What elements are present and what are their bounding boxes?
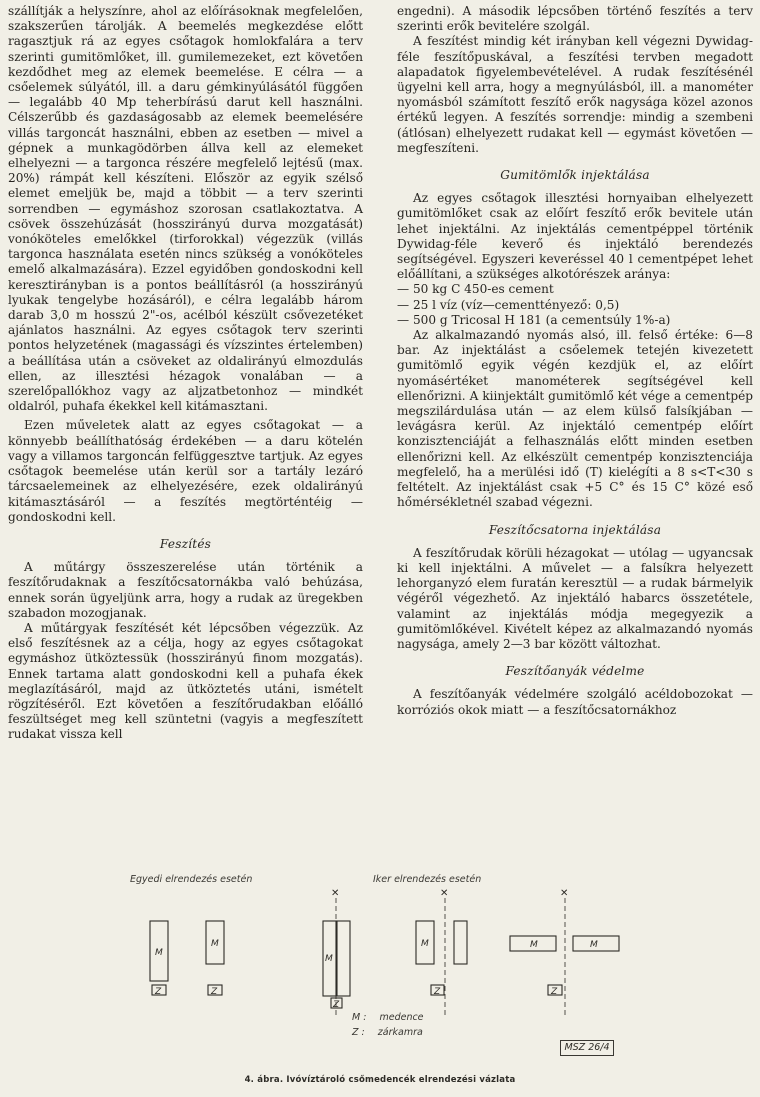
chamber-label: Z	[434, 987, 441, 997]
paragraph: Ezen műveletek alatt az egyes csőtagokat — a könnyebb beállíthatóság érdekében — a daru kötelén vagy a villamos targoncán felfüggesztve tartjuk. Az egyes csőtagok beemelése után kerül sor a tartály lezáró tárcsaelemeinek az elhelyezésére, ezek oldalirányú kitámasztásáról — a feszítés megtörténtéig — gondoskodni kell.	[8, 418, 363, 524]
section-heading-feszites: Feszítés	[159, 536, 212, 551]
ingredient-list	[397, 282, 753, 328]
paragraph: A feszítőanyák védelmére szolgáló acéldobozokat — korróziós okok miatt — a feszítőcsatornákhoz	[397, 687, 753, 717]
section-heading-feszitoanyak: Feszítőanyák védelme	[505, 664, 645, 679]
paragraph: A feszítést mindig két irányban kell végezni Dywidag-féle feszítőpuskával, a feszítési tervben megadott alapadatok figyelembevételével. A rudak feszítésénél ügyelni kell arra, hogy a megnyúlásból, ill. a manométer nyomásból számított feszítő erők nagysága közel azonos értékű legyen. A feszítés sorrendje: mindig a szembeni (átlósan) elhelyezett rudakat kell — egymást követően — megfeszíteni.	[397, 34, 753, 155]
paragraph: Az egyes csőtagok illesztési hornyaiban elhelyezett gumitömlőket csak az előírt feszítő erők bevitele után lehet injektálni. Az injektálás cementpéppel történik Dywidag-féle keverő és injektáló berendezés segítségével. Egyszeri keveréssel 40 l cementpépet lehet előállítani, a szükséges alkotórészek aránya:	[397, 191, 753, 282]
legend-text: zárkamra	[377, 1027, 423, 1038]
chamber-label: Z	[333, 1000, 340, 1010]
paragraph: engedni). A második lépcsőben történő feszítés a terv szerinti erők bevitelére szolgál.	[397, 4, 753, 34]
list-item: — 500 g Tricosal H 181 (a cementsúly 1%-a)	[397, 312, 671, 327]
legend-sep: :	[363, 1012, 367, 1023]
legend-key: M	[352, 1012, 361, 1023]
chamber-label: Z	[211, 987, 218, 997]
basin-label: M	[155, 948, 163, 958]
basin-rect	[337, 921, 350, 996]
basin-rect	[454, 921, 467, 964]
legend-row-z	[352, 1027, 423, 1038]
figure-label-twin: Iker elrendezés esetén	[373, 874, 482, 885]
left-column	[8, 4, 363, 743]
right-column	[397, 4, 753, 718]
figure	[0, 866, 760, 1097]
basin-label: M	[211, 939, 219, 949]
list-item: — 25 l víz (víz—cementtényező: 0,5)	[397, 297, 620, 312]
legend-sep: :	[361, 1027, 365, 1038]
legend-text: medence	[379, 1012, 424, 1023]
legend-key: Z	[352, 1027, 359, 1038]
section-heading-feszitocsatorna: Feszítőcsatorna injektálása	[488, 522, 662, 537]
arrangement-diagram	[0, 866, 760, 1026]
paragraph: A műtárgyak feszítését két lépcsőben végezzük. Az első feszítésnek az a célja, hogy az egyes csőtagokat egymáshoz ütköztessük (hosszirányú finom mozgatás). Ennek tartama alatt gondoskodni kell a puhafa ékek meglazításáról, majd az ütköztetés utáni, ismételt rögzítéséről. Ezt követően a feszítőrudakban előálló feszültséget meg kell szüntetni (vagyis a megfeszített rudakat vissza kell	[8, 620, 363, 742]
paragraph: A feszítőrudak körüli hézagokat — utólag — ugyancsak ki kell injektálni. A művelet — a falsíkra helyezett lehorganyzó elem furatán keresztül — a rudak bármelyik végéről végezhető. Az injektáló habarcs összetétele, valamint az injektálás módja megegyezik a gumitömlőkével. Kivételt képez az alkalmazandó nyomás nagysága, amely 2—3 bar között változhat.	[397, 545, 753, 651]
paragraph: A műtárgy összeszerelése után történik a feszítőrudaknak a feszítőcsatornákba való behúzása, ennek során ügyeljünk arra, hogy a rudak az üregekben szabadon mozogjanak.	[8, 560, 363, 620]
basin-label: M	[590, 940, 598, 950]
axis-mark: ✕	[560, 888, 569, 899]
chamber-label: Z	[551, 987, 558, 997]
axis-mark: ✕	[440, 888, 449, 899]
figure-label-single: Egyedi elrendezés esetén	[130, 874, 253, 885]
chamber-label: Z	[155, 987, 162, 997]
basin-label: M	[530, 940, 538, 950]
basin-label: M	[421, 939, 429, 949]
list-item: — 50 kg C 450-es cement	[397, 282, 554, 297]
axis-mark: ✕	[331, 888, 340, 899]
paragraph: Az alkalmazandó nyomás alsó, ill. felső értéke: 6—8 bar. Az injektálást a csőelemek tetején kivezetett gumitömlő egyik végén kezdjük el, az előírt nyomásértéket manométerek segítségével kell ellenőrizni. A kiinjektált gumitömlő két vége a cementpép megszilárdulása után — az elem külső falsíkjában — levágásra kerül. Az injektáló cementpép előírt konzisztenciáját a felhasználás előtt minden esetben ellenőrizni kell. Az elkészült cementpép konzisztenciája megfelelő, ha a merülési idő (T) kielégíti a 8 s<T<30 s feltételt. Az injektálást csak +5 C° és 15 C° közé eső hőmérsékletnél szabad végezni.	[397, 328, 753, 510]
paragraph: szállítják a helyszínre, ahol az előírásoknak megfelelően, szakszerűen tárolják. A beemelés megkezdése előtt ragasztjuk rá az egyes csőtagok homlokfalára a terv szerinti gumitömlőket, ill. gumilemezeket, ezt követően kezdődhet meg az elemek beemelése. E célra — a csőelemek súlyától, ill. a daru gémkinyúlásától függően — legalább 40 Mp teherbírású darut kell használni. Célszerűbb és gazdaságosabb az elemek beemelésére villás targoncát használni, ebben az esetben — mivel a gépnek a munkagödörben állva kell az elemeket elhelyezni — a targonca részére megfelelő lejtésű (max. 20%) rámpát kell készíteni. Először az egyik szélső elemet emeljük be, majd a többit — a terv szerinti sorrendben — egymáshoz szorosan csatlakoztatva. A csövek összehúzását (hosszirányú durva mozgatását) vonóköteles emelőkkel (tirforokkal) végezzük (villás targonca használata esetén nincs szükség a vonóköteles emelő alkalmazására). Ezzel egyidőben gondoskodni kell keresztirányban is a pontos beállításról (a hosszirányú lyukak tengelybe hozásáról), e célra legalább három darab 3,0 m hosszú 2"-os, acélból készült csővezetéket ajánlatos használni. Az egyes csőtagok terv szerinti pontos helyzetének (magassági és vízszintes értelemben) a beállítása után a csöveket az oldalirányú elmozdulás ellen, az illesztési hézagok vonalában — a szerelőpallókhoz vagy az aljzatbetonhoz — mindkét oldalról, puhafa ékekkel kell kitámasztani.	[8, 4, 363, 414]
standard-stamp: MSZ 26/4	[560, 1040, 614, 1056]
basin-label: M	[325, 954, 333, 964]
legend-row-m	[352, 1012, 424, 1023]
figure-caption: 4. ábra. Ivóvíztároló csőmedencék elrendezési vázlata	[244, 1075, 516, 1085]
section-heading-gumitomlok: Gumitömlők injektálása	[500, 168, 650, 183]
